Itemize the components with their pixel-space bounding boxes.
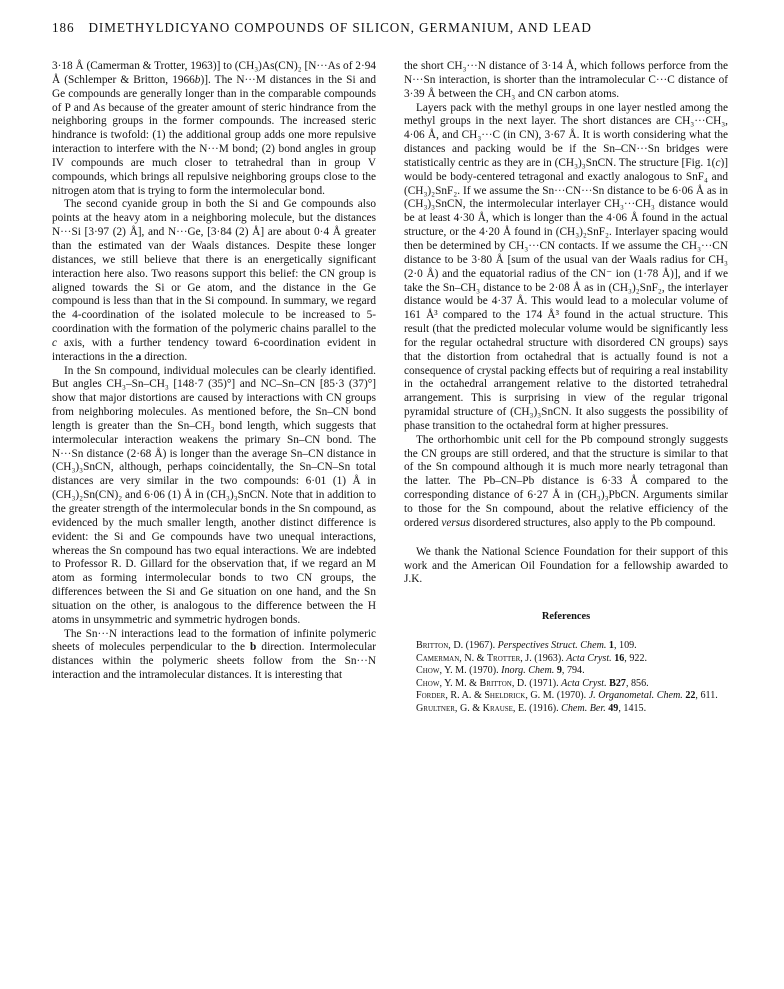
text-run: The second cyanide group in both the Si and Ge compounds also points at the heavy atom in a neighboring molecule, but the distances N···Si [3·97 (2) Å], and N···Ge, [3·84 (2) Å] are about 0·4 Å greater than the estimated van der Waals distances. Despite these longer distances, we still believe that there is an energetically significant interaction here also. Two reasons support this belief: the CN group is aligned towards the Si or Ge atom, and the distance in the Ge compound is less than that in the Si compound. In summary, we regard the 4-coordination of the isolated molecule to be increased to 5-coordination with the formation of the polymeric chains parallel to the bbox=[52, 198, 376, 336]
text-run: a bbox=[135, 350, 142, 363]
reference-item: Chow, Y. M. & Britton, D. (1971). Acta Cryst. B27, 856. bbox=[416, 677, 649, 689]
reference-item: Grultner, G. & Krause, E. (1916). Chem. Ber. 49, 1415. bbox=[416, 703, 647, 715]
text-run: )]. The N···M distances in the Si and Ge compounds are generally longer than in the comparable compounds of P and As because of the greater amount of steric hindrance from the neighboring groups in the former compounds. The increased steric hindrance is twofold: (1) the additional group adds one more repulsive interaction to interfere with the N···M bond; (2) bond angles in group IV compounds are much closer to tetrahedral than in group V compounds, which brings all repulsive neighboring groups close to the nitrogen atom that is trying to form the intermolecular bond. bbox=[52, 73, 376, 197]
reference-item: Camerman, N. & Trotter, J. (1963). Acta Cryst. 16, 922. bbox=[416, 652, 648, 664]
text-run: b bbox=[250, 641, 257, 654]
text-run: The orthorhombic unit cell for the Pb compound strongly suggests the CN groups are still ordered, and that the structure is similar to that of the Sn compound although it is much more nearly tetragonal than the latter. The Pb–CN–Pb distance is 6·33 Å compared to the corresponding distance of 6·27 Å in (CH₃)₃PbCN. Arguments similar to those for the Sn compound, about the relative efficiency of the ordered bbox=[404, 433, 728, 529]
text-run: )] would be body-centered tetragonal and exactly analogous to SnF₄ and (CH₃)₂SnF₂. If we assume the Sn···CN···Sn distance to be 6·06 Å as in (CH₃)₃SnCN, the intermolecular interlayer CH₃···CH₃ distance would be at least 4·30 Å, which is longer than the 4·06 Å found in the actual structure, or the 4·20 Å found in (CH₃)₂SnF₂. Interlayer spacing would then be determined by CH₃···CN contacts. If we assume the CH₃···CN distance to be 3·80 Å [sum of the usual van der Waals radius for CH₃ (2·0 Å) and the equatorial radius of the CN⁻ ion (1·78 Å)], and if we take the Sn–CH₃ distance to be 2·08 Å as in (CH₃)₂SnF₂, the interlayer distance would be 4·37 Å. This would lead to a molecular volume of 161 Å³ compared to the 174 Å³ found in the actual structure. This result (that the predicted molecular volume would be significantly less for the regular octahedral structure with disordered CN groups) says that the distortion from octahedral that is actually found is not a consequence of crystal packing effects but of requiring a real instability in the octahedral arrangement relative to the distorted tetrahedral arrangement. This is surprising in view of the regular trigonal pyramidal structure of (CH₃)₃SnCN. It also suggests the possibility of phase transition to the octahedral form at higher pressures. bbox=[404, 156, 728, 432]
paragraph: In the Sn compound, individual molecules can be clearly identified. But angles CH₃–Sn–CH₃ [148·7 (35)°] and NC–Sn–CN [85·3 (37)°] show that major distortions are caused by interactions with CN groups from neighboring molecules. As mentioned before, the Sn–CN bond length is greater than the Sn–CH₃ bond length, which suggests that intermolecular interaction weakens the primary Sn–CN bond. The N···Sn distance (2·68 Å) is longer than the average Sn–CN distance in (CH₃)₃SnCN, although, perhaps coincidentally, the Sn–CN–Sn total distances are very similar in the two compounds: 6·01 (1) Å in (CH₃)₂Sn(CN)₂ and 6·06 (1) Å in (CH₃)₃SnCN. Note that in addition to the greater strength of the intermolecular bonds in the Sn compound, as evidenced by the much smaller length, another distinct difference is evident: the Si and Ge compounds have two unequal interactions, whereas the Sn compound has two equal interactions. We are indebted to Professor R. D. Gillard for the observation that, if we regard an M atom as forming intermolecular bonds to two CN groups, the differences between the Si and Ge situation on one hand, and the Sn situation on the other, is analogous to the difference between the H atoms in unsymmetric and symmetric hydrogen bonds. bbox=[52, 364, 376, 626]
reference-item: Britton, D. (1967). Perspectives Struct. Chem. 1, 109. bbox=[416, 640, 637, 652]
right-column bbox=[404, 60, 728, 716]
running-head bbox=[52, 20, 742, 36]
text-run: disordered structures, also apply to the Pb compound. bbox=[470, 516, 716, 529]
paragraph bbox=[404, 102, 728, 434]
text-run: b bbox=[194, 73, 201, 86]
text-run: direction. Intermolecular distances within the polymeric sheets follow from the Sn···N interaction and the intramolecular distances. It is interesting that bbox=[52, 641, 376, 682]
paragraph bbox=[52, 628, 376, 683]
text-run: direction. bbox=[141, 350, 188, 363]
left-column bbox=[52, 60, 376, 683]
acknowledgement: We thank the National Science Foundation for their support of this work and the American Oil Foundation for a fellowship awarded to J.K. bbox=[404, 545, 728, 586]
paragraph bbox=[404, 434, 728, 531]
reference-item: Forder, R. A. & Sheldrick, G. M. (1970). J. Organometal. Chem. 22, 611. bbox=[416, 690, 718, 702]
text-run: Layers pack with the methyl groups in one layer nestled among the methyl groups in the next layer. The short distances are CH₃···CH₃, 4·06 Å, and CH₃···C (in CN), 3·67 Å. It is worth considering what the distances and packing would be if the Sn–CN···Sn bridges were statistically centric as they are in (CH₃)₃SnCN. The structure [Fig. 1( bbox=[404, 101, 728, 169]
reference-list bbox=[404, 640, 728, 716]
reference-item: Chow, Y. M. (1970). Inorg. Chem. 9, 794. bbox=[416, 665, 585, 677]
text-run: c bbox=[52, 336, 58, 349]
text-run: versus bbox=[441, 516, 471, 529]
text-run: c bbox=[715, 156, 721, 169]
running-title: DIMETHYLDICYANO COMPOUNDS OF SILICON, GERMANIUM, AND LEAD bbox=[88, 20, 592, 35]
text-run: The Sn···N interactions lead to the formation of infinite polymeric sheets of molecules perpendicular to the bbox=[52, 627, 376, 654]
paragraph bbox=[52, 198, 376, 364]
page-number: 186 bbox=[52, 20, 75, 35]
references-heading: References bbox=[541, 611, 591, 623]
text-run: axis, with a further tendency toward 6-coordination evident in interactions in the bbox=[52, 336, 376, 363]
text-run: 3·18 Å (Camerman & Trotter, 1963)] to (CH₃)As(CN)₂ [N···As of 2·94 Å (Schlemper & Britton, 1966 bbox=[52, 60, 377, 86]
paragraph: the short CH₃···N distance of 3·14 Å, which follows perforce from the N···Sn interaction, is shorter than the intramolecular C···C distance of 3·39 Å between the CH₃ and CN carbon atoms. bbox=[404, 60, 728, 100]
paragraph bbox=[52, 60, 376, 198]
